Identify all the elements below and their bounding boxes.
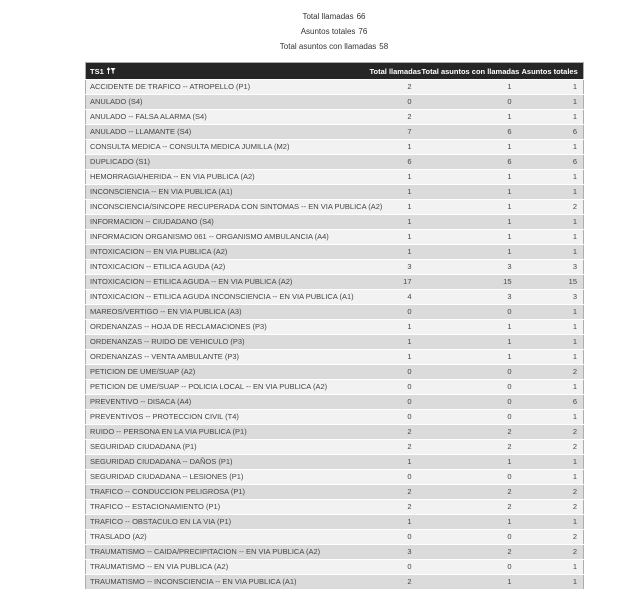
table-row [86,380,584,395]
summary-totals [85,9,583,54]
total-asuntos-con-llamadas-cell: 2 [418,440,518,455]
table-row [86,200,584,215]
asuntos-totales-cell: 1 [518,575,584,590]
asuntos-totales-cell: 1 [518,455,584,470]
total-llamadas-cell: 7 [366,125,418,140]
summary-asuntos-totales [85,24,583,39]
total-asuntos-con-llamadas-cell: 1 [418,245,518,260]
table-row [86,95,584,110]
total-asuntos-con-llamadas-cell: 6 [418,155,518,170]
total-asuntos-con-llamadas-cell: 1 [418,80,518,95]
total-llamadas-cell: 1 [366,455,418,470]
total-asuntos-con-llamadas-cell: 1 [418,185,518,200]
category-cell: SEGURIDAD CIUDADANA -- DAÑOS (P1) [86,455,366,470]
category-cell: SEGURIDAD CIUDADANA -- LESIONES (P1) [86,470,366,485]
category-cell: INTOXICACION -- ETILICA AGUDA INCONSCIENCIA -- EN VIA PUBLICA (A1) [86,290,366,305]
column-header-ts1[interactable] [86,63,366,80]
table-row [86,230,584,245]
category-cell: INTOXICACION -- EN VIA PUBLICA (A2) [86,245,366,260]
category-cell: TRAFICO -- OBSTACULO EN LA VIA (P1) [86,515,366,530]
total-llamadas-cell: 1 [366,200,418,215]
total-llamadas-cell: 2 [366,575,418,590]
category-cell: ORDENANZAS -- HOJA DE RECLAMACIONES (P3) [86,320,366,335]
total-asuntos-con-llamadas-cell: 0 [418,560,518,575]
total-llamadas-cell: 1 [366,350,418,365]
table-row [86,335,584,350]
total-llamadas-cell: 2 [366,425,418,440]
total-asuntos-con-llamadas-cell: 1 [418,170,518,185]
table-row [86,305,584,320]
category-cell: HEMORRAGIA/HERIDA -- EN VIA PUBLICA (A2) [86,170,366,185]
column-header-label: TS1 [90,66,104,76]
category-cell: TRASLADO (A2) [86,530,366,545]
table-row [86,470,584,485]
asuntos-totales-cell: 3 [518,290,584,305]
report-table [85,62,584,590]
asuntos-totales-cell: 1 [518,95,584,110]
category-cell: ANULADO (S4) [86,95,366,110]
total-asuntos-con-llamadas-cell: 0 [418,395,518,410]
category-cell: ANULADO -- LLAMANTE (S4) [86,125,366,140]
table-row [86,155,584,170]
total-asuntos-con-llamadas-cell: 15 [418,275,518,290]
asuntos-totales-cell: 1 [518,110,584,125]
total-llamadas-cell: 1 [366,515,418,530]
asuntos-totales-cell: 6 [518,395,584,410]
asuntos-totales-cell: 2 [518,500,584,515]
asuntos-totales-cell: 3 [518,260,584,275]
sort-filter-icon [107,67,116,75]
column-header-total-asuntos-con-llamadas[interactable]: Total asuntos con llamadas [418,63,518,80]
total-llamadas-cell: 2 [366,500,418,515]
total-llamadas-cell: 1 [366,230,418,245]
category-cell: INCONSCIENCIA/SINCOPE RECUPERADA CON SINTOMAS -- EN VIA PUBLICA (A2) [86,200,366,215]
asuntos-totales-cell: 1 [518,230,584,245]
total-llamadas-cell: 0 [366,410,418,425]
table-row [86,440,584,455]
category-cell: INFORMACION ORGANISMO 061 -- ORGANISMO AMBULANCIA (A4) [86,230,366,245]
table-row [86,515,584,530]
category-cell: PREVENTIVO -- DISACA (A4) [86,395,366,410]
total-llamadas-cell: 17 [366,275,418,290]
total-asuntos-con-llamadas-cell: 1 [418,515,518,530]
total-asuntos-con-llamadas-cell: 0 [418,530,518,545]
total-llamadas-cell: 2 [366,80,418,95]
asuntos-totales-cell: 1 [518,305,584,320]
total-asuntos-con-llamadas-cell: 1 [418,335,518,350]
summary-value: 66 [356,12,366,21]
table-row [86,290,584,305]
total-llamadas-cell: 1 [366,245,418,260]
total-asuntos-con-llamadas-cell: 1 [418,215,518,230]
total-llamadas-cell: 0 [366,470,418,485]
asuntos-totales-cell: 1 [518,410,584,425]
total-llamadas-cell: 2 [366,440,418,455]
table-row [86,575,584,590]
total-llamadas-cell: 0 [366,305,418,320]
total-llamadas-cell: 0 [366,530,418,545]
table-row [86,485,584,500]
total-asuntos-con-llamadas-cell: 3 [418,290,518,305]
total-asuntos-con-llamadas-cell: 1 [418,350,518,365]
summary-total-llamadas [85,9,583,24]
total-asuntos-con-llamadas-cell: 2 [418,500,518,515]
category-cell: MAREOS/VERTIGO -- EN VIA PUBLICA (A3) [86,305,366,320]
total-asuntos-con-llamadas-cell: 1 [418,575,518,590]
total-asuntos-con-llamadas-cell: 1 [418,230,518,245]
asuntos-totales-cell: 2 [518,365,584,380]
total-llamadas-cell: 3 [366,545,418,560]
total-asuntos-con-llamadas-cell: 0 [418,380,518,395]
asuntos-totales-cell: 1 [518,245,584,260]
category-cell: TRAFICO -- ESTACIONAMIENTO (P1) [86,500,366,515]
asuntos-totales-cell: 2 [518,485,584,500]
total-asuntos-con-llamadas-cell: 0 [418,470,518,485]
table-header [86,63,584,80]
total-llamadas-cell: 0 [366,560,418,575]
total-asuntos-con-llamadas-cell: 6 [418,125,518,140]
column-header-total-llamadas[interactable]: Total llamadas [366,63,418,80]
category-cell: TRAUMATISMO -- CAIDA/PRECIPITACION -- EN VIA PUBLICA (A2) [86,545,366,560]
category-cell: INTOXICACION -- ETILICA AGUDA (A2) [86,260,366,275]
header-row [86,63,584,80]
table-row [86,170,584,185]
category-cell: INTOXICACION -- ETILICA AGUDA -- EN VIA PUBLICA (A2) [86,275,366,290]
summary-label: Total asuntos con llamadas [279,42,377,51]
total-asuntos-con-llamadas-cell: 1 [418,110,518,125]
table-row [86,560,584,575]
category-cell: INFORMACION -- CIUDADANO (S4) [86,215,366,230]
total-asuntos-con-llamadas-cell: 2 [418,425,518,440]
asuntos-totales-cell: 1 [518,380,584,395]
category-cell: ACCIDENTE DE TRAFICO -- ATROPELLO (P1) [86,80,366,95]
total-llamadas-cell: 0 [366,365,418,380]
asuntos-totales-cell: 1 [518,335,584,350]
total-llamadas-cell: 2 [366,485,418,500]
total-llamadas-cell: 4 [366,290,418,305]
table-row [86,215,584,230]
category-cell: PETICION DE UME/SUAP -- POLICIA LOCAL -- EN VIA PUBLICA (A2) [86,380,366,395]
asuntos-totales-cell: 1 [518,80,584,95]
table-row [86,530,584,545]
table-row [86,455,584,470]
asuntos-totales-cell: 15 [518,275,584,290]
summary-asuntos-con-llamadas [85,39,583,54]
total-asuntos-con-llamadas-cell: 0 [418,410,518,425]
category-cell: SEGURIDAD CIUDADANA (P1) [86,440,366,455]
table-row [86,545,584,560]
summary-value: 76 [358,27,368,36]
table-row [86,80,584,95]
asuntos-totales-cell: 1 [518,350,584,365]
total-asuntos-con-llamadas-cell: 0 [418,305,518,320]
category-cell: ORDENANZAS -- VENTA AMBULANTE (P3) [86,350,366,365]
total-asuntos-con-llamadas-cell: 1 [418,200,518,215]
total-llamadas-cell: 0 [366,380,418,395]
total-llamadas-cell: 1 [366,335,418,350]
category-cell: DUPLICADO (S1) [86,155,366,170]
total-asuntos-con-llamadas-cell: 2 [418,485,518,500]
asuntos-totales-cell: 1 [518,215,584,230]
category-cell: PETICION DE UME/SUAP (A2) [86,365,366,380]
table-row [86,320,584,335]
asuntos-totales-cell: 1 [518,320,584,335]
category-cell: PREVENTIVOS -- PROTECCION CIVIL (T4) [86,410,366,425]
total-llamadas-cell: 1 [366,320,418,335]
total-llamadas-cell: 0 [366,95,418,110]
category-cell: ANULADO -- FALSA ALARMA (S4) [86,110,366,125]
table-row [86,275,584,290]
total-llamadas-cell: 3 [366,260,418,275]
total-asuntos-con-llamadas-cell: 1 [418,140,518,155]
asuntos-totales-cell: 1 [518,140,584,155]
summary-label: Total llamadas [302,12,354,21]
asuntos-totales-cell: 2 [518,425,584,440]
total-asuntos-con-llamadas-cell: 2 [418,545,518,560]
table-row [86,365,584,380]
table-row [86,425,584,440]
category-cell: ORDENANZAS -- RUIDO DE VEHICULO (P3) [86,335,366,350]
category-cell: INCONSCIENCIA -- EN VIA PUBLICA (A1) [86,185,366,200]
total-llamadas-cell: 1 [366,170,418,185]
total-asuntos-con-llamadas-cell: 0 [418,365,518,380]
table-row [86,245,584,260]
table-row [86,185,584,200]
asuntos-totales-cell: 2 [518,530,584,545]
asuntos-totales-cell: 6 [518,155,584,170]
asuntos-totales-cell: 1 [518,515,584,530]
category-cell: CONSULTA MEDICA -- CONSULTA MEDICA JUMILLA (M2) [86,140,366,155]
asuntos-totales-cell: 2 [518,200,584,215]
category-cell: TRAFICO -- CONDUCCION PELIGROSA (P1) [86,485,366,500]
table-row [86,500,584,515]
total-llamadas-cell: 1 [366,140,418,155]
table-row [86,410,584,425]
total-asuntos-con-llamadas-cell: 0 [418,95,518,110]
total-llamadas-cell: 1 [366,215,418,230]
asuntos-totales-cell: 1 [518,170,584,185]
total-asuntos-con-llamadas-cell: 1 [418,320,518,335]
asuntos-totales-cell: 6 [518,125,584,140]
asuntos-totales-cell: 2 [518,545,584,560]
total-asuntos-con-llamadas-cell: 3 [418,260,518,275]
asuntos-totales-cell: 1 [518,185,584,200]
asuntos-totales-cell: 1 [518,560,584,575]
table-row [86,260,584,275]
total-llamadas-cell: 0 [366,395,418,410]
category-cell: TRAUMATISMO -- INCONSCIENCIA -- EN VIA PUBLICA (A1) [86,575,366,590]
asuntos-totales-cell: 2 [518,440,584,455]
table-row [86,395,584,410]
total-llamadas-cell: 2 [366,110,418,125]
table-row [86,350,584,365]
table-row [86,140,584,155]
summary-label: Asuntos totales [300,27,356,36]
column-header-asuntos-totales[interactable]: Asuntos totales [518,63,584,80]
total-llamadas-cell: 6 [366,155,418,170]
total-llamadas-cell: 1 [366,185,418,200]
table-row [86,110,584,125]
total-asuntos-con-llamadas-cell: 1 [418,455,518,470]
asuntos-totales-cell: 1 [518,470,584,485]
summary-value: 58 [379,42,389,51]
category-cell: RUIDO -- PERSONA EN LA VIA PUBLICA (P1) [86,425,366,440]
category-cell: TRAUMATISMO -- EN VIA PUBLICA (A2) [86,560,366,575]
table-body [86,80,584,590]
table-row [86,125,584,140]
